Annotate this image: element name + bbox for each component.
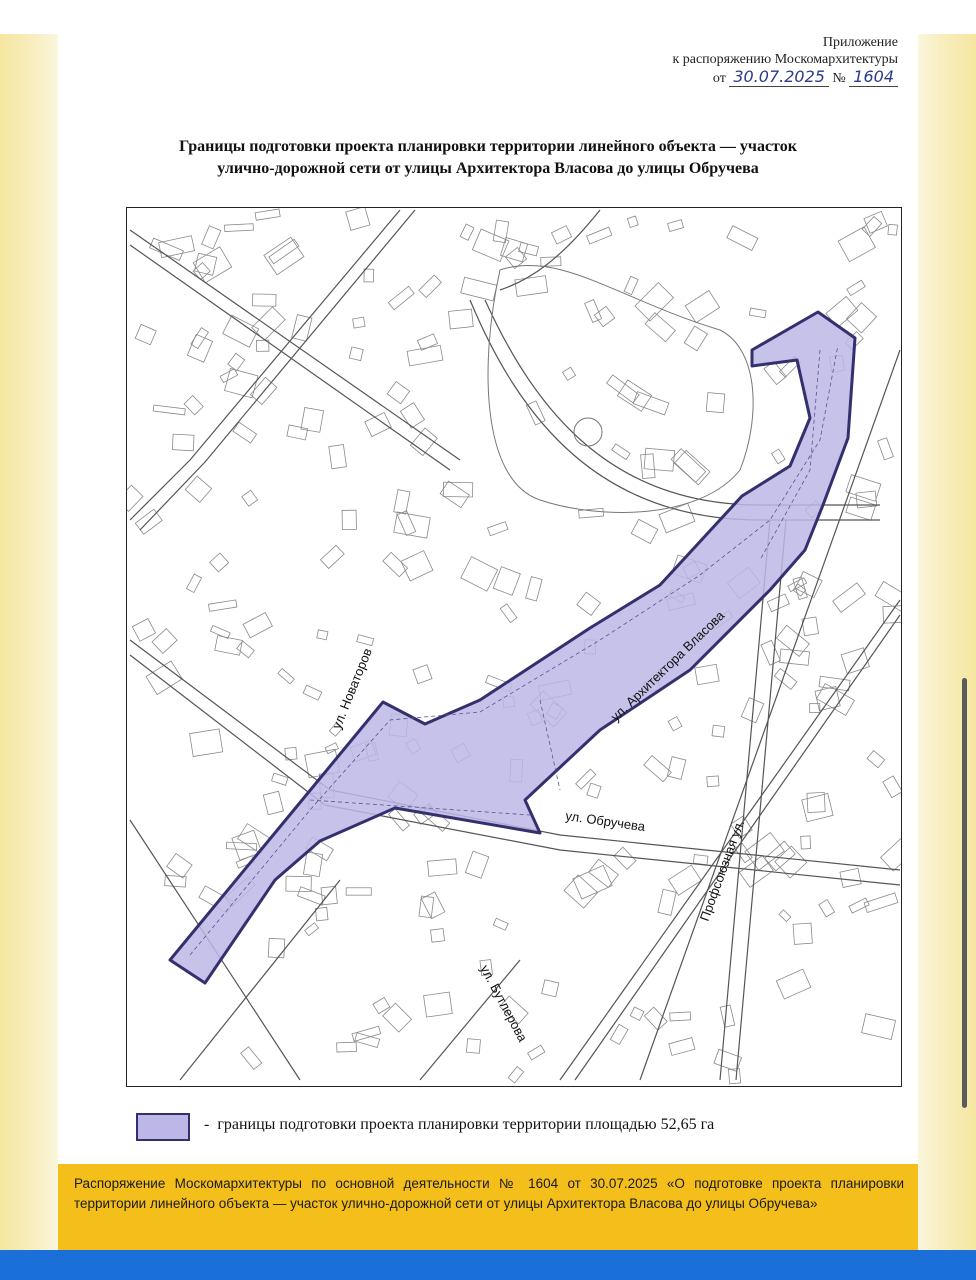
map-building [644, 1007, 667, 1030]
map-building [624, 276, 638, 294]
map-building [776, 969, 811, 999]
map-building [847, 280, 866, 295]
map-building [185, 476, 211, 502]
map-building [508, 1067, 524, 1083]
map-building [627, 216, 638, 227]
map-building [669, 865, 702, 895]
map-building [846, 497, 876, 520]
map-building [670, 1012, 691, 1021]
map-building [644, 448, 675, 471]
map-building [225, 368, 258, 397]
map-building [864, 893, 898, 913]
map-building [669, 1038, 695, 1056]
map-building [315, 907, 328, 920]
map-building [400, 403, 424, 429]
map-building [881, 836, 901, 871]
map-building [424, 992, 453, 1017]
map-building [388, 286, 414, 309]
map-building [461, 557, 498, 591]
map-building [668, 717, 682, 731]
map-building [413, 665, 432, 684]
map-building [819, 900, 835, 917]
map-building [833, 583, 866, 612]
map-building [685, 291, 719, 323]
map-building [802, 794, 833, 822]
map-building [888, 224, 898, 235]
caption-text: Распоряжение Москомархитектуры по основной деятельности № 1604 от 30.07.2025 «О подготовке проекта планировки территории линейного объекта — участок улично-дорожной сети от улицы Архитектора Власова до улицы Обручева» [74, 1176, 904, 1211]
map-building [745, 832, 784, 870]
map-building [641, 454, 655, 479]
map-building [135, 509, 162, 534]
map-building [587, 227, 612, 244]
map-building [135, 324, 156, 344]
map-building [190, 729, 223, 757]
map-building [440, 481, 469, 508]
map-building [461, 277, 497, 301]
map-building [875, 581, 901, 612]
street-label-profsoyuznaya: Профсоюзная ул. [696, 817, 748, 924]
map-building [528, 1045, 545, 1060]
map-building [801, 836, 811, 849]
map-building [287, 425, 308, 440]
map-building [208, 600, 236, 611]
map-building [610, 1024, 628, 1044]
map-building [564, 875, 598, 908]
map-building [357, 635, 374, 646]
map-building [346, 888, 371, 895]
appendix-line2: к распоряжению Москомархитектуры [672, 52, 898, 67]
map-building [210, 626, 230, 639]
map-building [551, 226, 571, 244]
map-building [342, 510, 356, 529]
left-margin [0, 34, 58, 1250]
map-building [184, 396, 203, 415]
map-building [706, 393, 725, 413]
map-building [562, 367, 575, 380]
map-pond [574, 418, 602, 446]
map-building [407, 345, 443, 365]
map-building [819, 676, 850, 691]
map-building [346, 208, 370, 230]
map-building [365, 412, 392, 436]
map-building [226, 842, 256, 850]
map-building [132, 619, 155, 642]
map-building [202, 226, 221, 249]
map-building [519, 242, 539, 255]
map-building [635, 283, 674, 322]
map-building [667, 220, 683, 232]
map-building [515, 276, 548, 297]
top-strip [0, 0, 976, 34]
map-building [883, 776, 901, 798]
map-building [658, 889, 676, 915]
title-line2: улично-дорожной сети от улицы Архитектора Власова до улицы Обручева [217, 160, 759, 177]
map-building [587, 783, 601, 798]
map-building [849, 898, 869, 913]
map-building [761, 640, 780, 665]
map-building [187, 334, 212, 362]
map-building [389, 809, 410, 831]
legend-dash: - [204, 1116, 210, 1133]
map-building [667, 757, 686, 780]
street-label-obrucheva: ул. Обручева [564, 808, 647, 835]
map-building [772, 449, 786, 464]
map-building [631, 519, 658, 543]
map-building [225, 224, 254, 232]
map-building [401, 551, 433, 581]
map-building [325, 743, 338, 754]
map-building [493, 918, 508, 930]
map-building [659, 503, 695, 533]
map-building [493, 220, 509, 243]
map-building [303, 685, 322, 700]
street-label-novatorov: ул. Новаторов [328, 645, 375, 732]
right-margin [918, 34, 976, 1250]
map-building [779, 910, 791, 922]
map-building [150, 238, 184, 260]
map-building [364, 269, 374, 282]
map-building [644, 756, 671, 782]
appendix-date-row [672, 68, 898, 87]
map-building [460, 224, 474, 240]
map-building [526, 401, 545, 425]
appendix-date: 30.07.2025 [729, 67, 829, 87]
street-label-arkh-vlasova: ул. Архитектора Власова [607, 607, 728, 725]
map-building [242, 490, 258, 506]
map-building [320, 545, 344, 568]
map-building [394, 490, 410, 514]
map-building [317, 630, 328, 640]
map-building [862, 216, 882, 236]
project-boundary [170, 312, 855, 983]
map-building [695, 664, 719, 684]
appendix-number: 1604 [849, 67, 898, 87]
map-building [220, 369, 238, 383]
map-building [878, 438, 894, 460]
map-building [645, 313, 675, 342]
bottom-bar [0, 1250, 976, 1280]
map-building [383, 1003, 412, 1032]
map-building [727, 226, 758, 251]
map-building [807, 792, 825, 812]
legend-swatch [136, 1113, 190, 1141]
map-building [303, 852, 322, 877]
map-building [243, 613, 272, 638]
map-building [253, 294, 277, 306]
map-building [329, 445, 347, 469]
map-building [465, 851, 489, 878]
map-building [387, 382, 409, 404]
map-building [780, 649, 810, 665]
legend-text [204, 1116, 714, 1134]
map-building [427, 859, 457, 876]
map-building [301, 408, 324, 433]
title-line1: Границы подготовки проекта планировки территории линейного объекта — участок [179, 138, 797, 155]
map-building [394, 512, 430, 538]
map-building [383, 552, 408, 576]
map-building [488, 522, 509, 536]
map-building [194, 253, 216, 275]
map-building [210, 553, 229, 572]
map-park [488, 265, 753, 512]
map-building [693, 855, 708, 865]
map-building [707, 776, 719, 787]
map-building [215, 636, 243, 656]
map-building [268, 938, 285, 957]
map-building [500, 604, 517, 623]
map-building [305, 923, 319, 936]
map-building [127, 485, 143, 511]
map-building [153, 405, 185, 415]
map-building [337, 1042, 357, 1052]
page-title [58, 136, 918, 180]
map-building [466, 1039, 480, 1054]
map-building [278, 668, 294, 683]
map-building [720, 1005, 735, 1027]
map-canvas [127, 208, 901, 1086]
street-label-butlerova: ул. Бутлерова [477, 962, 531, 1045]
map-building [793, 923, 812, 944]
map-building [233, 422, 257, 443]
legend [136, 1110, 896, 1146]
legend-label: границы подготовки проекта планировки территории площадью 52,65 га [217, 1116, 715, 1133]
map-building [862, 1014, 896, 1040]
map-building [255, 209, 280, 220]
map-building [589, 859, 619, 887]
map-building [167, 853, 192, 878]
appendix-number-label: № [832, 71, 846, 86]
map-building [684, 326, 707, 351]
scrollbar-thumb[interactable] [962, 678, 967, 1108]
map-building [614, 847, 636, 869]
caption-banner [58, 1164, 918, 1250]
map-building [612, 444, 631, 460]
map-building [841, 648, 869, 674]
map-building [352, 1026, 381, 1041]
map-building [419, 275, 441, 297]
map-building [542, 980, 559, 997]
appendix-from-label: от [712, 71, 726, 86]
map-building [353, 317, 365, 328]
map-building [576, 769, 596, 789]
map-building [449, 309, 474, 329]
map-building [172, 434, 194, 451]
map-building [840, 868, 861, 887]
map-building [846, 303, 876, 333]
map [126, 207, 902, 1087]
map-building [630, 1007, 644, 1021]
map-building [712, 725, 725, 737]
map-building [263, 791, 283, 815]
map-building [867, 751, 885, 768]
appendix-line1: Приложение [822, 35, 898, 50]
map-building [152, 629, 177, 654]
document-page [58, 34, 918, 1250]
map-building [585, 300, 602, 323]
map-building [241, 1047, 262, 1070]
map-building [349, 347, 363, 361]
appendix-header [672, 34, 898, 87]
map-building [577, 592, 601, 615]
map-building [749, 308, 766, 318]
map-building [187, 574, 202, 592]
map-building [573, 865, 612, 899]
map-building [431, 929, 445, 943]
map-building [526, 577, 542, 601]
